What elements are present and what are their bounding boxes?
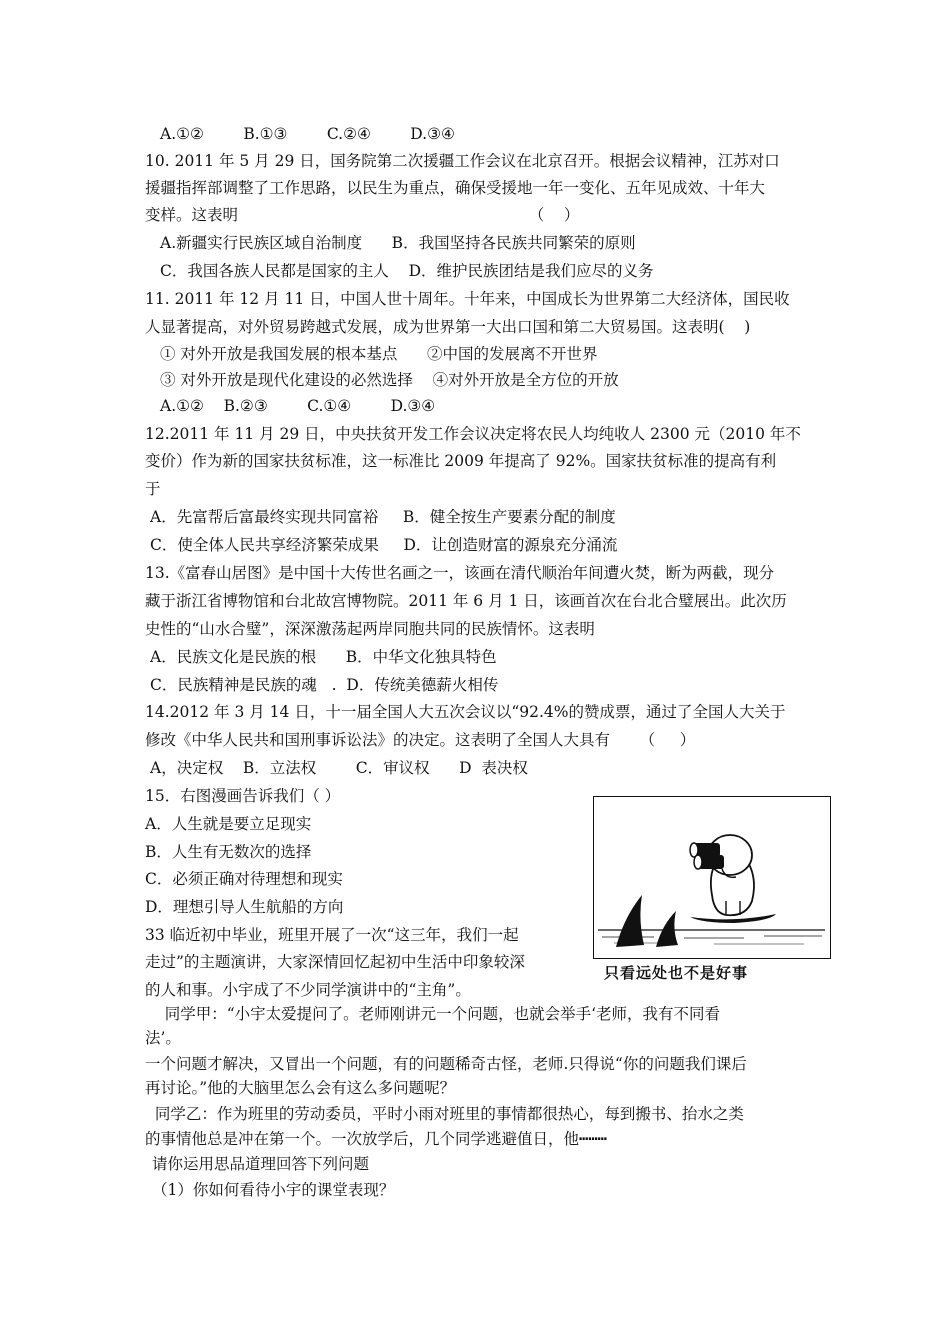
q33-student-a-line-2: 法’。 [145, 1029, 181, 1047]
q33-intro-line-3: 的人和事。小宇成了不少同学演讲中的“主角”。 [145, 981, 471, 999]
q13-options-ab: A．民族文化是民族的根 B．中华文化独具特色 [150, 648, 497, 666]
q12-options-ab: A．先富帮后富最终实现共同富裕 B．健全按生产要素分配的制度 [150, 508, 616, 526]
q33-intro-line-1: 33 临近初中毕业，班里开展了一次“这三年，我们一起 [145, 926, 519, 944]
q33-student-a-line-3: 一个问题才解决，又冒出一个问题，有的问题稀奇古怪，老师.只得说“你的问题我们课后 [145, 1055, 747, 1073]
q11-statements-34: ③ 对外开放是现代化建设的必然选择 ④对外开放是全方位的开放 [160, 371, 619, 389]
q13-stem-line-2: 藏于浙江省博物馆和台北故宫博物院。2011 年 6 月 1 日，该画首次在台北合璧展出。此次历 [145, 592, 787, 610]
comic-drawing [594, 797, 829, 957]
q11-stem-line-1: 11. 2011 年 12 月 11 日，中国人世十周年。十年来，中国成长为世界第二大经济体，国民收 [145, 290, 790, 308]
q14-stem-line-2: 修改《中华人民共和国刑事诉讼法》的决定。这表明了全国人大具有 （ ） [145, 731, 696, 749]
q15-option-d: D．理想引导人生航船的方向 [145, 898, 344, 916]
q13-stem-line-1: 13.《富春山居图》是中国十大传世名画之一，该画在清代顺治年间遭火焚，断为两截，现分 [145, 564, 775, 582]
q13-options-cd: C．民族精神是民族的魂 . D．传统美德薪火相传 [150, 676, 499, 694]
comic-caption: 只看远处也不是好事 [604, 964, 749, 982]
q11-statements-12: ① 对外开放是我国发展的根本基点 ②中国的发展离不开世界 [160, 345, 598, 363]
q13-stem-line-3: 史性的“山水合璧”，深深激荡起两岸同胞共同的民族情怀。这表明 [145, 620, 595, 638]
q33-student-a-line-4: 再讨论。”他的大脑里怎么会有这么多问题呢？ [145, 1079, 456, 1097]
q15-stem: 15．右图漫画告诉我们（ ） [145, 787, 341, 805]
q15-option-b: B．人生有无数次的选择 [145, 843, 312, 861]
q12-stem-line-2: 变价）作为新的国家扶贫标准，这一标准比 2009 年提高了 92%。国家扶贫标准的提高有利 [145, 452, 777, 470]
q33-prompt: 请你运用思品道理回答下列问题 [152, 1155, 370, 1173]
q15-option-c: C．必须正确对待理想和现实 [145, 870, 343, 888]
q33-intro-line-2: 走过”的主题演讲，大家深情回忆起初中生活中印象较深 [145, 953, 525, 971]
q12-stem-line-1: 12.2011 年 11 月 29 日，中央扶贫开发工作会议决定将农民人均纯收人 2300 元（2010 年不 [145, 425, 801, 443]
q10-options-cd: C．我国各族人民都是国家的主人 D．维护民族团结是我们应尽的义务 [160, 262, 654, 280]
q11-stem-line-2: 人显著提高，对外贸易跨越式发展，成为世界第一大出口国和第二大贸易国。这表明( ) [145, 318, 751, 336]
q10-stem-line-3: 变样。这表明 （ ） [145, 206, 580, 224]
q33-student-a-line-1: 同学甲：“小宇太爱提问了。老师刚讲元一个问题，也就会举手‘老师，我有不同看 [145, 1005, 721, 1023]
q10-stem-line-2: 援疆指挥部调整了工作思路，以民生为重点，确保受援地一年一变化、五年见成效、十年大 [145, 179, 766, 197]
q14-options: A，决定权 B．立法权 C．审议权 D 表决权 [150, 759, 528, 777]
q33-student-b-line-2: 的事情他总是冲在第一个。一次放学后，几个同学逃避值日，他┅┅┅ [145, 1130, 607, 1148]
q12-stem-line-3: 于 [145, 480, 161, 498]
q12-options-cd: C．使全体人民共享经济繁荣成果 D．让创造财富的源泉充分涌流 [150, 536, 618, 554]
q33-sub-question-1: （1）你如何看待小宇的课堂表现？ [152, 1181, 395, 1199]
q10-stem-line-1: 10. 2011 年 5 月 29 日，国务院第二次援疆工作会议在北京召开。根据会议精神，江苏对口 [145, 152, 780, 170]
q14-stem-line-1: 14.2012 年 3 月 14 日，十一届全国人大五次会议以“92.4%的赞成票，通过了全国人大关于 [145, 703, 786, 721]
comic-illustration [593, 796, 831, 959]
q9-options: A.①② B.①③ C.②④ D.③④ [160, 125, 455, 143]
q11-options: A.①② B.②③ C.①④ D.③④ [160, 397, 436, 415]
q15-option-a: A．人生就是要立足现实 [145, 815, 312, 833]
q33-student-b-line-1: 同学乙：作为班里的劳动委员，平时小雨对班里的事情都很热心，每到搬书、抬水之类 [145, 1105, 744, 1123]
q10-options-ab: A.新疆实行民族区域自治制度 B．我国坚持各民族共同繁荣的原则 [160, 234, 636, 252]
